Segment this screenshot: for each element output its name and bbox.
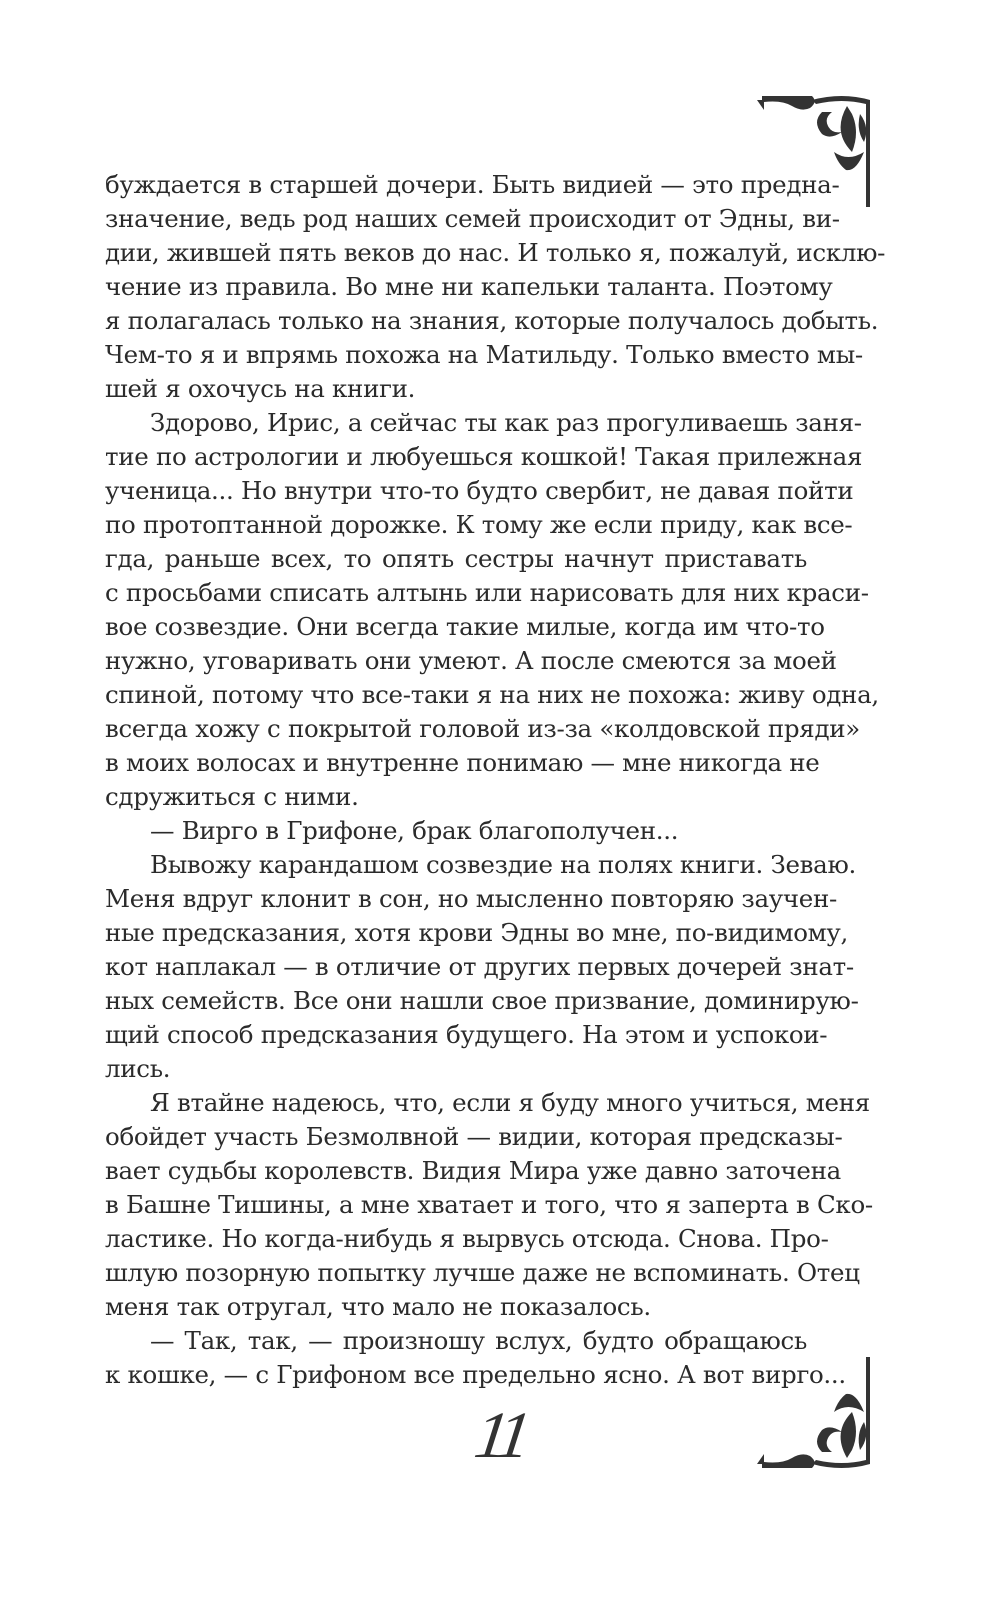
text-line: по протоптанной дорожке. К тому же если приду, как все- [105, 510, 853, 539]
paragraph [105, 168, 886, 406]
text-line: Я втайне надеюсь, что, если я буду много учиться, меня [150, 1088, 870, 1117]
text-line: дии, жившей пять веков до нас. И только я, пожалуй, исклю- [105, 238, 886, 267]
text-line: меня так отругал, что мало не показалось. [105, 1292, 651, 1321]
text-line: Меня вдруг клонит в сон, но мысленно повторяю заучен- [105, 884, 837, 913]
text-line: нужно, уговаривать они умеют. А после смеются за моей [105, 646, 837, 675]
text-line: ученица... Но внутри что-то будто свербит, не давая пойти [105, 476, 854, 505]
paragraph [105, 848, 859, 1086]
text-line: вает судьбы королевств. Видия Мира уже давно заточена [105, 1156, 841, 1185]
text-line: Чем-то я и впрямь похожа на Матильду. Только вместо мы- [105, 340, 863, 369]
text-line: лись. [105, 1054, 171, 1083]
text-line: в моих волосах и внутренне понимаю — мне никогда не [105, 748, 820, 777]
text-line: значение, ведь род наших семей происходит от Эдны, ви- [105, 204, 840, 233]
text-line: кот наплакал — в отличие от других первых дочерей знат- [105, 952, 854, 981]
text-line: в Башне Тишины, а мне хватает и того, что я заперта в Ско- [105, 1190, 873, 1219]
text-line: ных семейств. Все они нашли свое призвание, доминирую- [105, 986, 859, 1015]
text-line: обойдет участь Безмолвной — видии, которая предсказы- [105, 1122, 843, 1151]
text-line: сдружиться с ними. [105, 782, 359, 811]
text-line: шей я охочусь на книги. [105, 374, 416, 403]
page-body-text [105, 168, 886, 1392]
text-line: — Вирго в Грифоне, брак благополучен... [150, 816, 679, 845]
text-line: — Так, так, — произношу вслух, будто обращаюсь [150, 1326, 807, 1355]
text-line: ные предсказания, хотя крови Эдны во мне, по-видимому, [105, 918, 849, 947]
paragraph [105, 406, 879, 814]
paragraph [105, 1086, 873, 1324]
text-line: Здорово, Ирис, а сейчас ты как раз прогуливаешь заня- [150, 408, 862, 437]
text-line: Вывожу карандашом созвездие на полях книги. Зеваю. [150, 850, 857, 879]
text-line: чение из правила. Во мне ни капельки таланта. Поэтому [105, 272, 833, 301]
text-line: спиной, потому что все-таки я на них не похожа: живу одна, [105, 680, 879, 709]
page-number: 11 [470, 1399, 530, 1472]
text-line: всегда хожу с покрытой головой из-за «колдовской пряди» [105, 714, 860, 743]
text-line: ластике. Но когда-нибудь я вырвусь отсюда. Снова. Про- [105, 1224, 829, 1253]
text-line: с просьбами списать алтынь или нарисовать для них краси- [105, 578, 869, 607]
paragraph [105, 1324, 846, 1392]
text-line: тие по астрологии и любуешься кошкой! Такая прилежная [105, 442, 863, 471]
text-line: шлую позорную попытку лучше даже не вспоминать. Отец [105, 1258, 860, 1287]
paragraph [105, 814, 807, 848]
text-line: к кошке, — с Грифоном все предельно ясно. А вот вирго... [105, 1360, 846, 1389]
text-line: щий способ предсказания будущего. На этом и успокои- [105, 1020, 828, 1049]
text-line: я полагалась только на знания, которые получалось добыть. [105, 306, 879, 335]
text-line: вое созвездие. Они всегда такие милые, когда им что-то [105, 612, 825, 641]
text-line: гда, раньше всех, то опять сестры начнут приставать [105, 544, 807, 573]
text-line: буждается в старшей дочери. Быть видией — это предна- [105, 170, 840, 199]
